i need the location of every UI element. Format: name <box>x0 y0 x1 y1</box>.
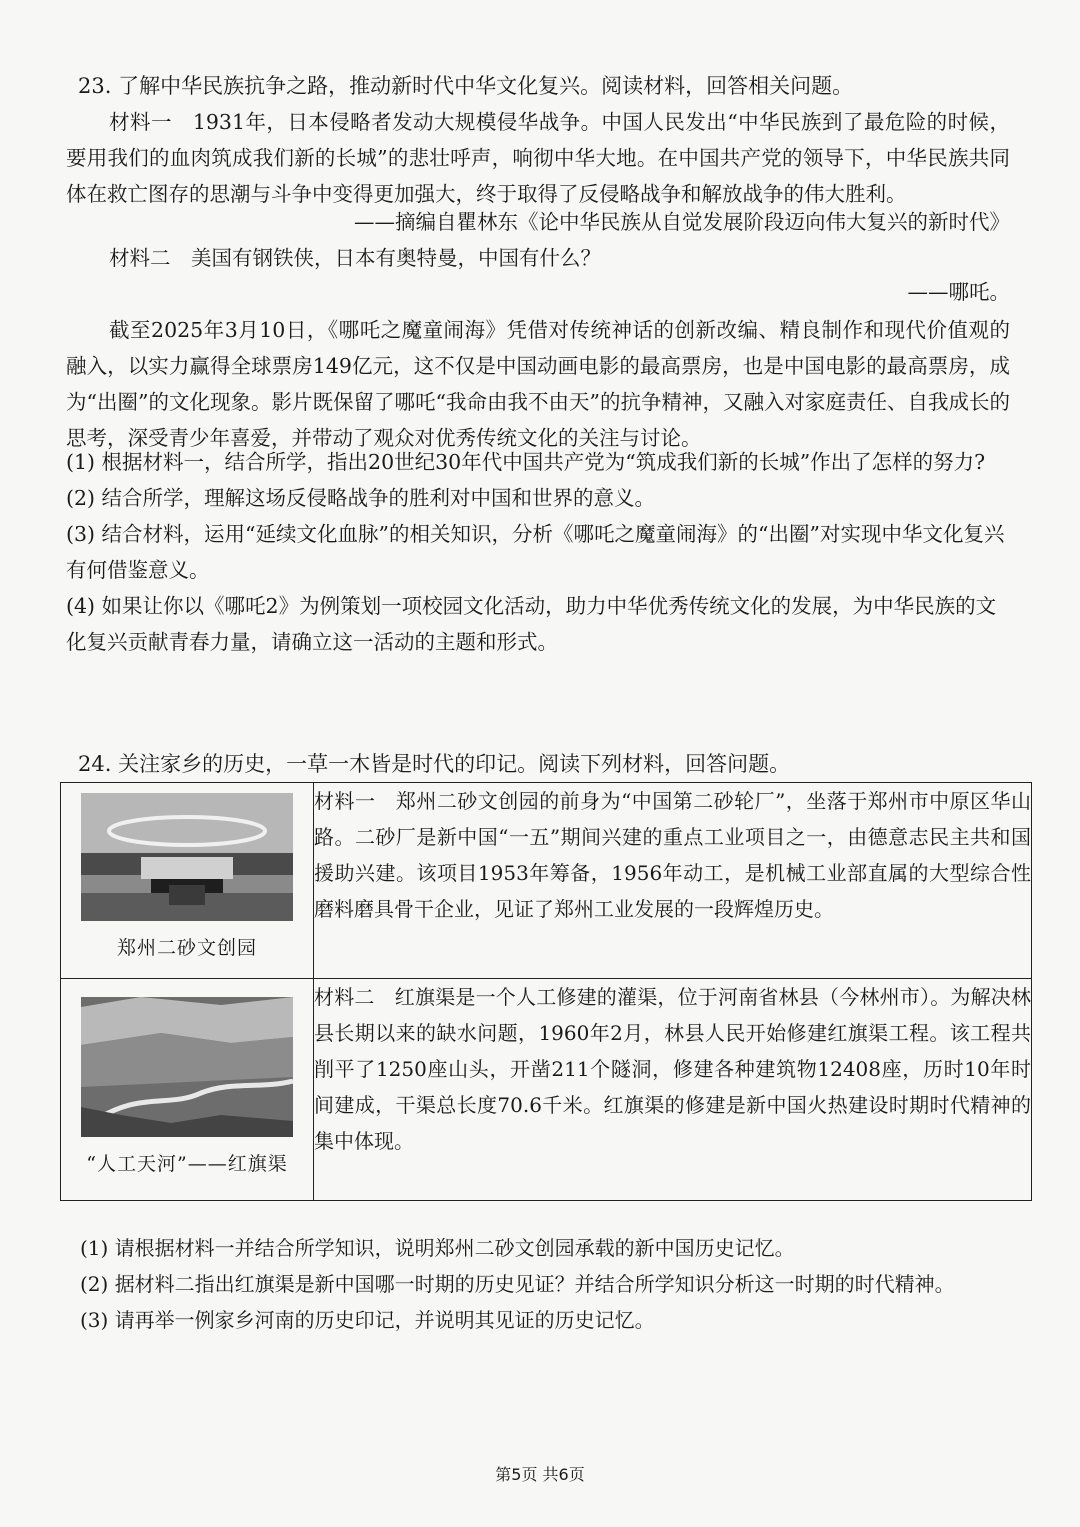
q24-material-1: 材料一 郑州二砂文创园的前身为“中国第二砂轮厂”，坐落于郑州市中原区华山路。二砂厂是新中国“一五”期间兴建的重点工业项目之一，由德意志民主共和国援助兴建。该项目1953年筹备，1956年动工，是机械工业部直属的大型综合性磨料磨具骨干企业，见证了郑州工业发展的一段辉煌历史。 <box>314 783 1032 979</box>
factory-photo-icon <box>81 793 293 921</box>
canal-photo-icon <box>81 997 293 1137</box>
q23-material-1: 材料一 1931年，日本侵略者发动大规模侵华战争。中国人民发出“中华民族到了最危险的时候，要用我们的血肉筑成我们新的长城”的悲壮呼声，响彻中华大地。在中国共产党的领导下，中华民族共同体在救亡图存的思潮与斗争中变得更加强大，终于取得了反侵略战争和解放战争的伟大胜利。 <box>66 110 1010 206</box>
q24-image-caption-2: “人工天河”——红旗渠 <box>86 1153 288 1175</box>
q24-material-2: 材料二 红旗渠是一个人工修建的灌渠，位于河南省林县（今林州市）。为解决林县长期以来的缺水问题，1960年2月，林县人民开始修建红旗渠工程。该工程共削平了1250座山头，开凿211个隧洞，修建各种建筑物12408座，历时10年时间建成，干渠总长度70.6千米。红旗渠的修建是新中国火热建设时期时代精神的集中体现。 <box>314 979 1032 1201</box>
q23-material-1-source: ——摘编自瞿林东《论中华民族从自觉发展阶段迈向伟大复兴的新时代》 <box>354 210 1010 234</box>
table-row <box>61 783 1032 979</box>
page-number: 第5页 共6页 <box>495 1465 585 1484</box>
q23-material-2: 材料二 美国有钢铁侠，日本有奥特曼，中国有什么？ <box>109 246 602 270</box>
q23-subquestion-2: (2) 结合所学，理解这场反侵略战争的胜利对中国和世界的意义。 <box>66 486 656 510</box>
q24-image-cell-1 <box>61 783 314 979</box>
q24-subquestion-1: (1) 请根据材料一并结合所学知识，说明郑州二砂文创园承载的新中国历史记忆。 <box>80 1236 795 1260</box>
q23-material-2-source: ——哪吒。 <box>907 280 1010 304</box>
question-24-title: 24. 关注家乡的历史，一草一木皆是时代的印记。阅读下列材料，回答问题。 <box>78 752 791 776</box>
q24-subquestion-3: (3) 请再举一例家乡河南的历史印记，并说明其见证的历史记忆。 <box>80 1308 655 1332</box>
q23-material-2-paragraph: 截至2025年3月10日，《哪吒之魔童闹海》凭借对传统神话的创新改编、精良制作和现代价值观的融入，以实力赢得全球票房149亿元，这不仅是中国动画电影的最高票房，也是中国电影的最高票房，成为“出圈”的文化现象。影片既保留了哪吒“我命由我不由天”的抗争精神，又融入对家庭责任、自我成长的思考，深受青少年喜爱，并带动了观众对优秀传统文化的关注与讨论。 <box>66 318 1010 450</box>
q23-subquestion-4: (4) 如果让你以《哪吒2》为例策划一项校园文化活动，助力中华优秀传统文化的发展，为中华民族的文化复兴贡献青春力量，请确立这一活动的主题和形式。 <box>66 594 997 654</box>
q24-image-caption-1: 郑州二砂文创园 <box>116 937 257 959</box>
q23-subquestion-3: (3) 结合材料，运用“延续文化血脉”的相关知识，分析《哪吒之魔童闹海》的“出圈”对实现中华文化复兴有何借鉴意义。 <box>66 522 1005 582</box>
table-row <box>61 979 1032 1201</box>
q24-material-table <box>60 782 1032 1201</box>
q23-subquestion-1: (1) 根据材料一，结合所学，指出20世纪30年代中国共产党为“筑成我们新的长城”作出了怎样的努力? <box>66 450 986 474</box>
q24-subquestion-2: (2) 据材料二指出红旗渠是新中国哪一时期的历史见证？并结合所学知识分析这一时期的时代精神。 <box>80 1272 955 1296</box>
q24-image-cell-2 <box>61 979 314 1201</box>
question-23-title: 23. 了解中华民族抗争之路，推动新时代中华文化复兴。阅读材料，回答相关问题。 <box>78 74 854 98</box>
